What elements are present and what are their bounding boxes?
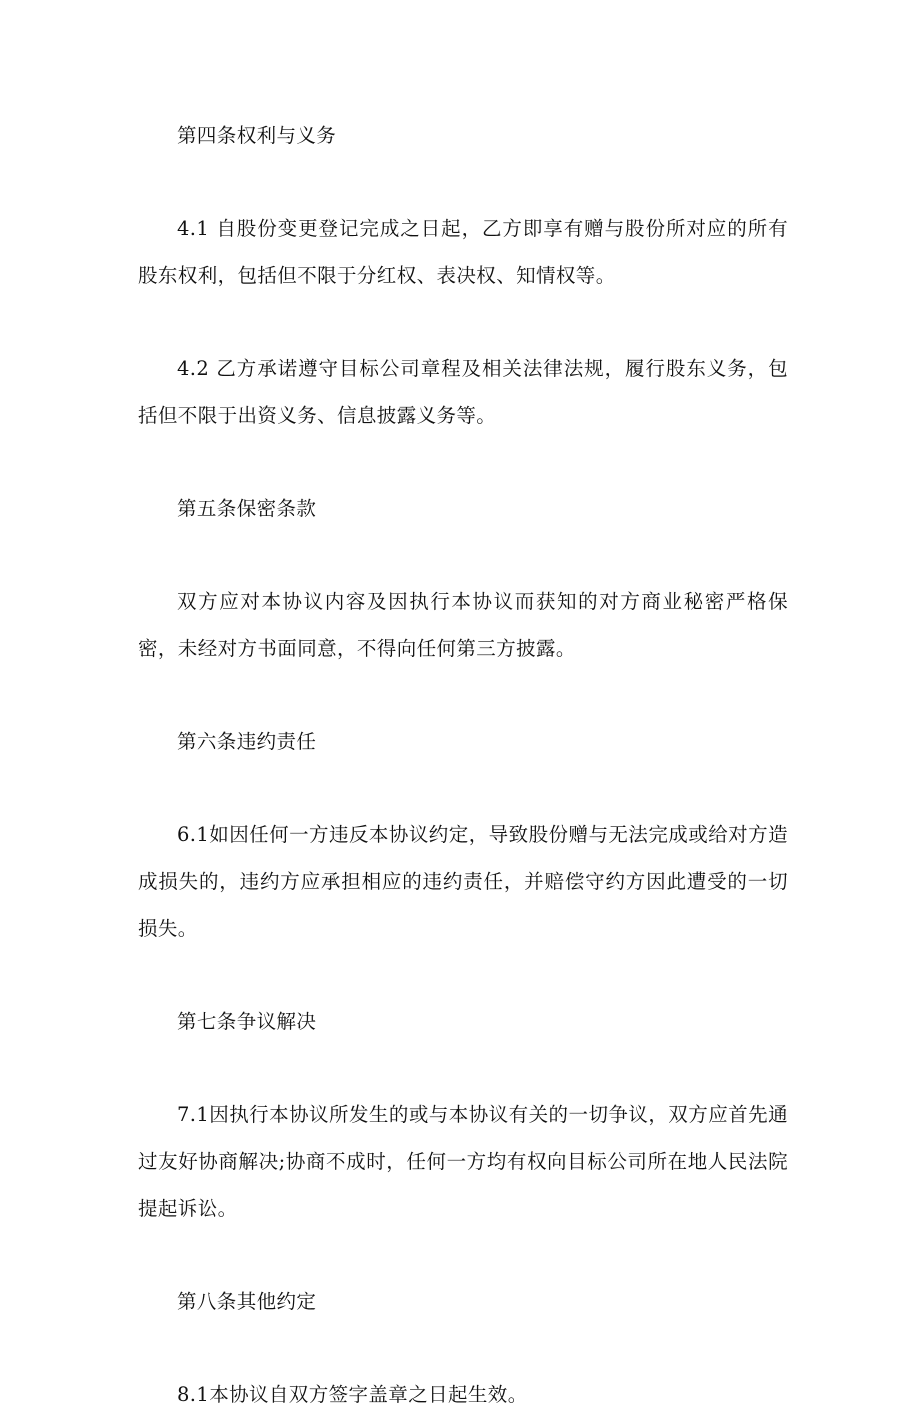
clause-4-2: 4.2 乙方承诺遵守目标公司章程及相关法律法规，履行股东义务，包括但不限于出资义务、信息披露义务等。 (138, 357, 788, 427)
document-body (138, 112, 788, 1418)
section-heading-4: 第四条权利与义务 (177, 124, 337, 147)
section-heading-8: 第八条其他约定 (177, 1290, 317, 1313)
clause-8-1: 8.1本协议自双方签字盖章之日起生效。 (177, 1383, 528, 1406)
section-heading-5: 第五条保密条款 (177, 497, 317, 520)
section-heading-6: 第六条违约责任 (177, 730, 317, 753)
clause-4-1: 4.1 自股份变更登记完成之日起，乙方即享有赠与股份所对应的所有股东权利，包括但不限于分红权、表决权、知情权等。 (138, 217, 788, 287)
clause-7-1: 7.1因执行本协议所发生的或与本协议有关的一切争议，双方应首先通过友好协商解决;协商不成时，任何一方均有权向目标公司所在地人民法院提起诉讼。 (138, 1103, 788, 1220)
clause-5-text: 双方应对本协议内容及因执行本协议而获知的对方商业秘密严格保密，未经对方书面同意，不得向任何第三方披露。 (138, 590, 788, 660)
section-heading-7: 第七条争议解决 (177, 1010, 317, 1033)
clause-6-1: 6.1如因任何一方违反本协议约定，导致股份赠与无法完成或给对方造成损失的，违约方应承担相应的违约责任，并赔偿守约方因此遭受的一切损失。 (138, 823, 788, 940)
